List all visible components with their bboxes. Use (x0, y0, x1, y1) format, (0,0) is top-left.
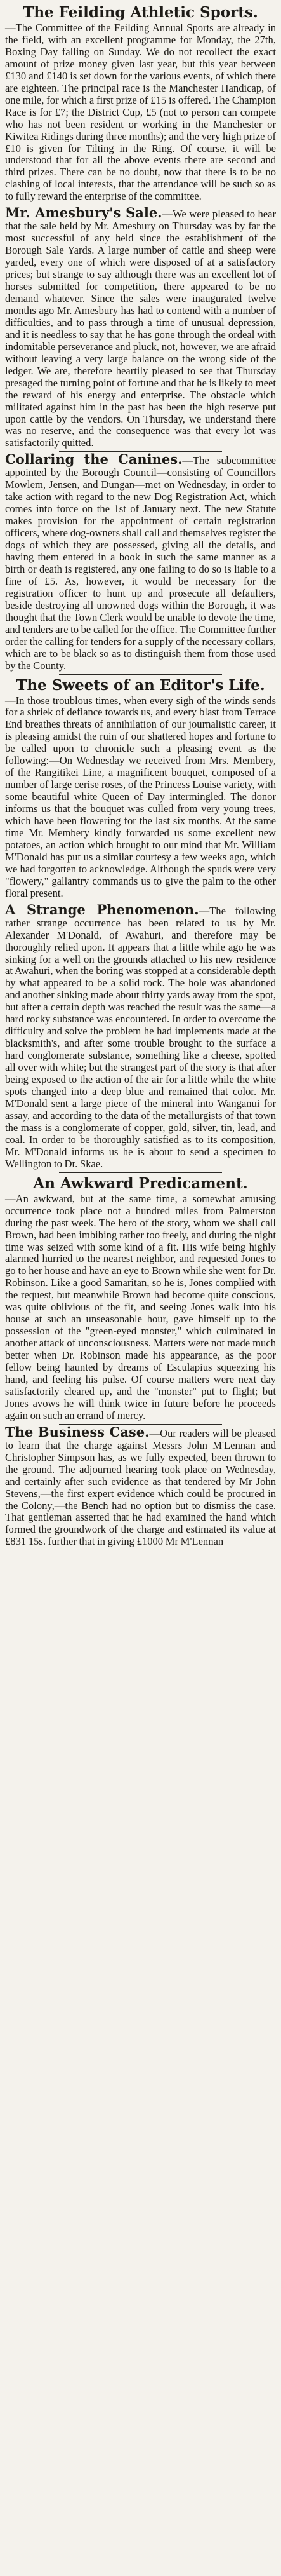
article-sweets-of-an-editors-life (5, 677, 276, 900)
article-body: —The following rather strange occurrence has been related to us by Mr. Alexander M'Donald, of Awahuri, and therefore may be thoroughly relied upon. It appears that a little while ago he was sinking for a well on the grounds attached to his new residence at Awahuri, when the boring was stopped at a considerable depth by what appeared to be a solid rock. The hole was abandoned and another sinking made about thirty yards away from the spot, but after a certain depth was reached the result was the same—a hard rocky substance was encountered. In order to overcome the difficulty and solve the problem he had implements made at the blacksmith's, and after some trouble brought to the surface a hard conglomerate substance, something like a cheese, spotted all over with white; but the strangest part of the story is that after being exposed to the action of the air for a little while the white spots changed into a deep blue and remained that color. Mr. M'Donald sent a large piece of the mineral into Wanganui for assay, and according to the data of the metallurgists of that town the mass is a conglomerate of copper, gold, silver, tin, lead, and coal. In order to be thoroughly satisfied as to its composition, Mr. M'Donald informs us he is about to send a specimen to Wellington to Dr. Skae. (5, 904, 276, 1170)
article-collaring-the-canines (5, 451, 276, 672)
article-headline: An Awkward Predicament. (33, 1174, 248, 1192)
article-headline: The Feilding Athletic Sports. (23, 4, 258, 21)
column-rule (59, 1172, 221, 1173)
article-the-business-case (5, 1423, 276, 1549)
article-headline: Collaring the Canines. (5, 451, 183, 468)
article-paragraph (5, 1423, 276, 1549)
article-a-strange-phenomenon (5, 901, 276, 1170)
article-paragraph (5, 901, 276, 1170)
article-body: —In those troublous times, when every sigh of the winds sends for a shriek of defiance towards us, and every blast from Terrace End breathes threats of annihilation of our journalistic career, it is pleasing amidst the ruin of our shattered hopes and fortune to be called upon to chronicle such a pleasing event as the following:—On Wednesday we received from Mrs. Membery, of the Rangitikei Line, a magnificent bouquet, composed of a number of large cerise roses, of the Princess Louise variety, with some beautiful white Queen of Day intermingled. The donor informs us that the bouquet was culled from very young trees, which have been flowering for the last six months. At the same time Mr. Membery kindly forwarded us some excellent new potatoes, an action which brought to our mind that Mr. William M'Donald has put us a similar courtesy a few weeks ago, which we had forgotten to acknowledge. Although the spuds were very "flowery," gallantry commands us to give the palm to the other floral present. (5, 694, 276, 899)
article-body: —We were pleased to hear that the sale held by Mr. Amesbury on Thursday was by far the most successful of any held since the establishment of the Borough Sale Yards. A large number of cattle and sheep were yarded, every one of which were disposed of at a satisfactory prices; but strange to say although there was an excellent lot of horses submitted for competition, there appeared to be no demand whatever. Since the sales were inaugurated twelve months ago Mr. Amesbury has had to contend with a number of difficulties, and to pass through a time of unusual depression, and it is needless to say that he has gone through the ordeal with indomitable perseverance and pluck, not, however, we are afraid without leaving a very large balance on the wrong side of the ledger. We are, therefore heartily pleased to see that Thursday presaged the turning point of fortune and that he is likely to meet the reward of his energy and enterprise. The obstacle which militated against him in the past has been the high reserve put upon cattle by the vendors. On Thursday, we understand there was no reserve, and the consequence was that every lot was satisfactorily quitted. (5, 208, 277, 449)
article-paragraph (5, 207, 276, 449)
article-headline: Mr. Amesbury's Sale. (5, 205, 162, 221)
article-headline: The Sweets of an Editor's Life. (16, 676, 265, 694)
article-body: —An awkward, but at the same time, a somewhat amusing occurrence took place not a hundred miles from Palmerston during the past week. The hero of the story, whom we shall call Brown, had been imbibing rather too freely, and during the night time was seized with some kind of a fit. His wife being highly alarmed hurried to the nearest neighbor, and requested Jones to go to her house and have an eye to Brown while she went for Dr. Robinson. Like a good Samaritan, so he is, Jones complied with the request, but meanwhile Brown had become quite conscious, was quite oblivious of the fit, and seeing Jones walk into his house at such an unseasonable hour, gave himself up to the possession of the "green-eyed monster," which culminated in another attack of unconsciousness. Matters were not made much better when Dr. Robinson made his appearance, as the poor fellow being haunted by dreams of Esculapius squeezing his hand, and feeling his pulse. Of course matters were next day satisfactorily cleared up, and the "monster" put to flight; but Jones avows he will think twice in future before he proceeds again on such an errand of mercy. (5, 1192, 276, 1421)
article-headline: A Strange Phenomenon. (5, 901, 199, 918)
column-rule (59, 674, 221, 675)
article-body: —The Committee of the Feilding Annual Sports are already in the field, with an excellent programme for Monday, the 27th, Boxing Day falling on Sunday. We do not recollect the exact amount of prize money given last year, but this year between £130 and £140 is set down for the various events, of which there are eighteen. The principal race is the Manchester Handicap, of one mile, for which a first prize of £15 is offered. The Champion Race is for £7; the District Cup, £5 (not to person can compete who has not been resident or working in the Manchester or Kiwitea Ridings during three months); and the very high prize of £10 is given for Tilting in the Ring. Of course, it will be understood that for all the above events there are second and third prizes. There can be no doubt, now that there is to be no clashing of local interests, that the attendance will be such so as to fully reward the enterprise of the committee. (5, 22, 276, 203)
article-headline: The Business Case. (5, 1423, 150, 1440)
article-mr-amesburys-sale (5, 207, 276, 449)
article-body: —Our readers will be pleased to learn that the charge against Messrs John M'Lennan and Christopher Simpson has, as we fully expected, been thrown to the ground. The adjourned hearing took place on Wednesday, and certainly after such evidence as that tendered by Mr John Stevens,—the first expert evidence which could be procured in the Colony,—the Bench had no option but to dismiss the case. That gentleman asserted that he had examined the hand which formed the groundwork of the charge and estimated its value at £831 15s. further that in giving £1000 Mr M'Lennan (5, 1427, 276, 1548)
article-feilding-athletic-sports (5, 4, 276, 203)
article-body: —The subcommittee appointed by the Borough Council—consisting of Councillors Mowlem, Jensen, and Dungan—met on Wednesday, in order to take action with regard to the new Dog Registration Act, which comes into force on the 1st of January next. The new Statute makes provision for the appointment of certain registration officers, where dog-owners shall call and themselves register the dogs of which they are possessed, giving all the details, and having them entered in a book in such the same manner as a birth or death is registered, any one failing to do so is liable to a fine of £5. As, however, it would be necessary for the registration officer to hunt up and prosecute all defaulters, beside destroying all unowned dogs within the Borough, it was thought that the Town Clerk would be unable to devote the time, and tenders are to be called for the office. The Committee further order the calling for tenders for a supply of the necessary collars, which are to be black so as to distinguish them from those used by the County. (5, 454, 276, 672)
article-paragraph (5, 451, 276, 672)
article-an-awkward-predicament (5, 1175, 276, 1422)
